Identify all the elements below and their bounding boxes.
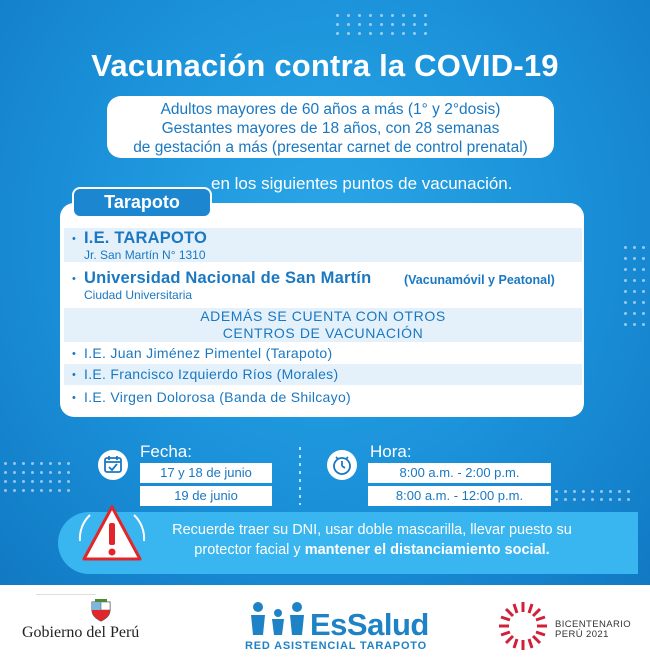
reminder-bold: mantener el distanciamiento social. <box>304 542 550 558</box>
warning-icon <box>70 501 154 573</box>
gobierno-peru-text: Gobierno del Perú <box>22 624 140 641</box>
date-label: Fecha: <box>140 442 192 461</box>
reminder-plain: Recuerde traer su DNI, usar doble mascarilla, llevar puesto su protector facial y <box>172 522 572 558</box>
additional-centers-heading <box>64 308 582 342</box>
bullet-icon: • <box>72 273 76 285</box>
date-value: 19 de junio <box>140 486 272 506</box>
page-title: Vacunación contra la COVID-19 <box>91 48 559 83</box>
site-note: (Vacunamóvil y Peatonal) <box>404 273 555 287</box>
bullet-icon: • <box>72 348 76 360</box>
decorative-dots-lower-right <box>555 490 630 501</box>
heading-line: ADEMÁS SE CUENTA CON OTROS <box>200 308 446 324</box>
calendar-icon <box>98 450 128 480</box>
peru-coat-of-arms-logo <box>88 598 114 622</box>
clock-icon <box>327 450 357 480</box>
reminder-text <box>152 520 592 560</box>
bullet-icon: • <box>72 392 76 404</box>
site-address: Jr. San Martín N° 1310 <box>84 248 206 262</box>
target-line: Gestantes mayores de 18 años, con 28 semanas <box>161 120 500 137</box>
bicentenario-line: BICENTENARIO <box>555 619 632 630</box>
target-line: de gestación a más (presentar carnet de control prenatal) <box>133 139 528 156</box>
date-value: 17 y 18 de junio <box>140 463 272 483</box>
site-name: Universidad Nacional de San Martín <box>84 269 372 287</box>
time-label: Hora: <box>370 442 412 461</box>
site-address: Ciudad Universitaria <box>84 288 193 302</box>
target-line: Adultos mayores de 60 años a más (1° y 2°dosis) <box>160 101 501 118</box>
essalud-logo-text: EsSalud <box>310 607 429 642</box>
target-population <box>107 96 554 158</box>
decorative-dots-top <box>336 14 427 35</box>
heading-line: CENTROS DE VACUNACIÓN <box>222 325 424 341</box>
divider <box>299 447 301 505</box>
site-name: I.E. TARAPOTO <box>84 229 207 247</box>
additional-site: I.E. Juan Jiménez Pimentel (Tarapoto) <box>84 345 333 361</box>
footer-rule <box>36 594 96 595</box>
red-asistencial-text: RED ASISTENCIAL TARAPOTO <box>245 640 427 652</box>
time-value: 8:00 a.m. - 2:00 p.m. <box>368 463 551 483</box>
essalud-family-logo <box>248 601 308 637</box>
decorative-dots-right <box>624 246 645 326</box>
additional-site: I.E. Virgen Dolorosa (Banda de Shilcayo) <box>84 389 351 405</box>
intro-text: en los siguientes puntos de vacunación. <box>211 174 513 193</box>
city-tab: Tarapoto <box>72 187 212 218</box>
bicentenario-logo <box>497 600 549 652</box>
additional-site: I.E. Francisco Izquierdo Ríos (Morales) <box>84 366 339 382</box>
decorative-dots-left <box>4 462 70 492</box>
time-value: 8:00 a.m. - 12:00 p.m. <box>368 486 551 506</box>
bullet-icon: • <box>72 369 76 381</box>
bicentenario-text <box>555 620 631 640</box>
bicentenario-line: PERÚ 2021 <box>555 629 609 640</box>
bullet-icon: • <box>72 233 76 245</box>
